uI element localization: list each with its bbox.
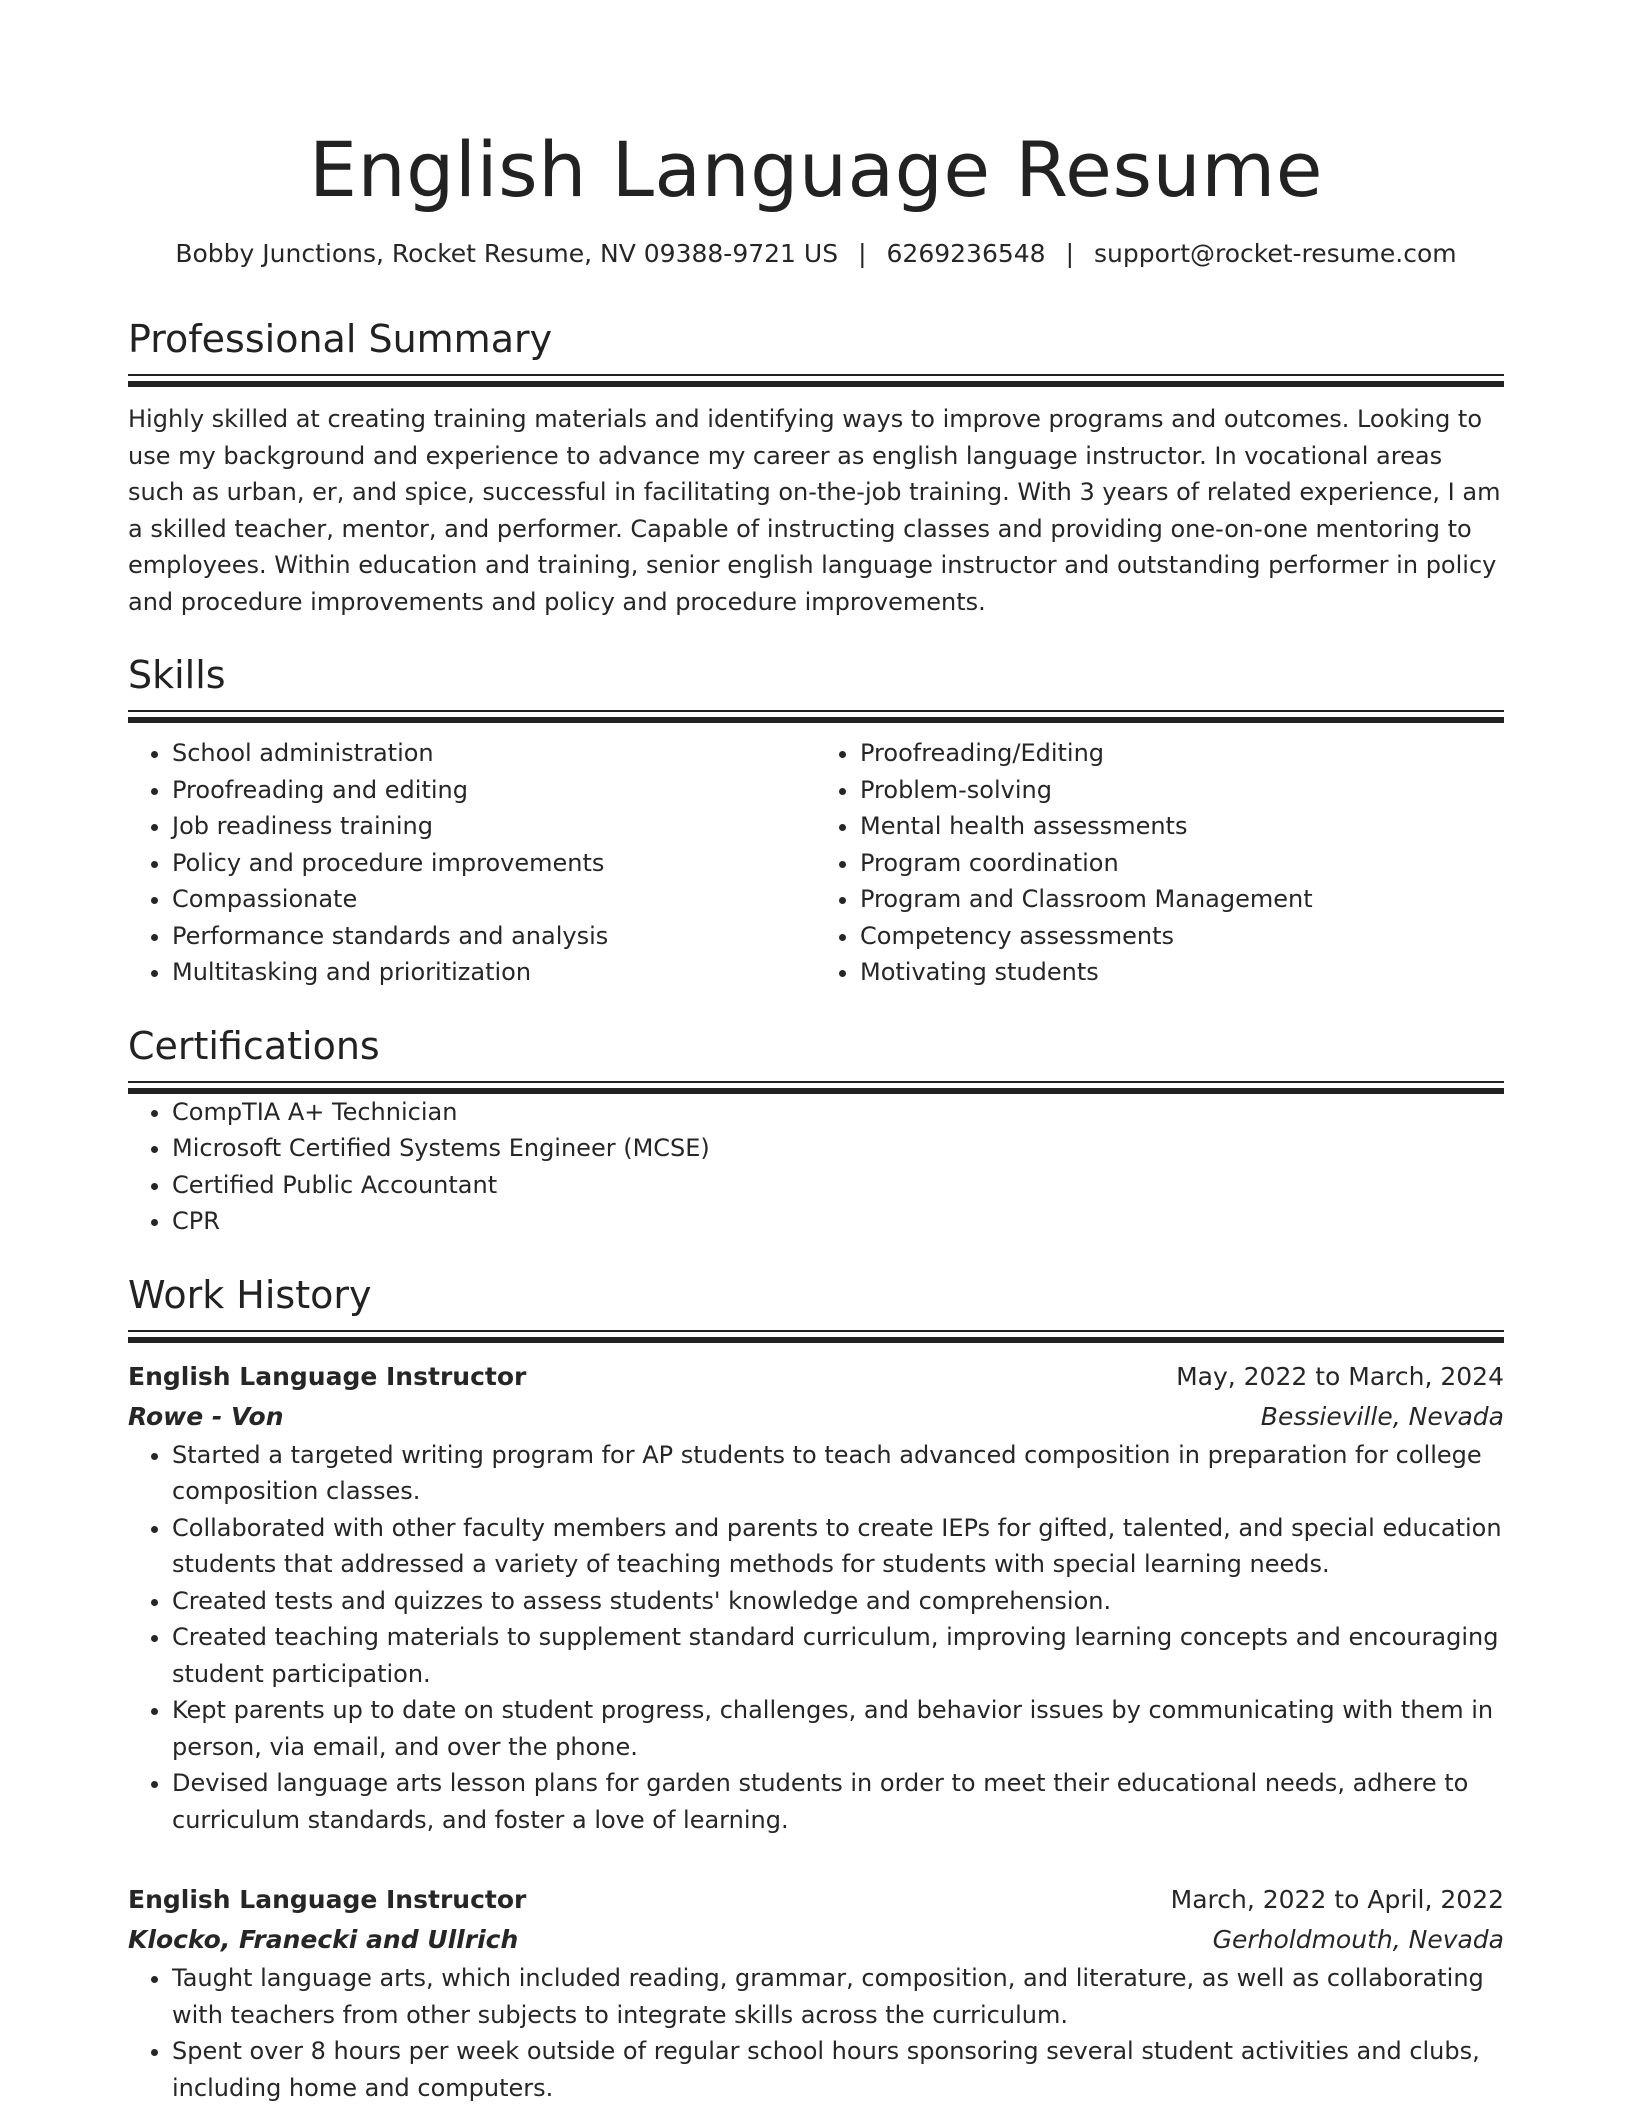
job-title: English Language Instructor [128,1361,527,1391]
job-bullet: • Kept parents up to date on student progress, challenges, and behavior issues by communicating with them in person, via email, and over the phone. [172,1692,1504,1765]
summary-heading: Professional Summary [128,317,553,361]
section-divider [128,710,1504,723]
certification-item: • CPR [172,1203,1504,1240]
skills-section [128,650,1504,991]
skill-item: • Policy and procedure improvements [172,845,816,882]
job-bullet: • Created tests and quizzes to assess students' knowledge and comprehension. [172,1583,1504,1620]
section-divider [128,1330,1504,1343]
job-location: Bessieville, Nevada [1260,1401,1504,1431]
contact-address: Bobby Junctions, Rocket Resume, NV 09388-9721 US [175,239,839,268]
job-header-row [128,1880,1504,1920]
job-bullet: • Started a targeted writing program for AP students to teach advanced composition in preparation for college composition classes. [172,1437,1504,1510]
certification-item: • Microsoft Certified Systems Engineer (MCSE) [172,1130,1504,1167]
contact-email[interactable]: support@rocket-resume.com [1094,239,1457,268]
job-company-row [128,1920,1504,1960]
summary-text: Highly skilled at creating training materials and identifying ways to improve programs and outcomes. Looking to use my background and experience to advance my career as english language instructor. In vocational areas such as urban, er, and spice, successful in facilitating on-the-job training. With 3 years of related experience, I am a skilled teacher, mentor, and performer. Capable of instructing classes and providing one-on-one mentoring to employees. Within education and training, senior english language instructor and outstanding performer in policy and procedure improvements and policy and procedure improvements. [128,405,1501,616]
job-dates: March, 2022 to April, 2022 [1170,1885,1504,1914]
skill-item: • Mental health assessments [860,808,1504,845]
contact-separator: | [858,239,867,268]
job-bullets [128,1437,1504,1839]
certifications-section [128,1021,1504,1240]
job-bullet: • Devised language arts lesson plans for garden students in order to meet their educational needs, adhere to curriculum standards, and foster a love of learning. [172,1765,1504,1838]
job-company: Klocko, Franecki and Ullrich [128,1925,519,1954]
skills-list-right [816,735,1504,991]
job-company: Rowe - Von [128,1401,284,1431]
section-divider [128,1081,1504,1094]
work-history-section [128,1270,1504,2107]
job-header-row [128,1357,1504,1397]
work-history-heading: Work History [128,1272,372,1317]
resume-page [128,0,1504,2106]
skill-item: • Program coordination [860,845,1504,882]
skill-item: • Problem-solving [860,772,1504,809]
job-bullet: • Taught language arts, which included reading, grammar, composition, and literature, as well as collaborating with teachers from other subjects to integrate skills across the curriculum. [172,1960,1504,2033]
contact-separator: | [1065,239,1075,268]
job-bullets [128,1960,1504,2106]
skill-item: • Competency assessments [860,918,1504,955]
certification-item: • Certified Public Accountant [172,1167,1504,1204]
job-dates: May, 2022 to March, 2024 [1176,1361,1504,1391]
job-entry [128,1357,1504,1839]
job-location: Gerholdmouth, Nevada [1212,1925,1504,1954]
job-bullet: • Created teaching materials to supplement standard curriculum, improving learning concepts and encouraging student participation. [172,1619,1504,1692]
resume-title: English Language Resume [308,125,1323,214]
skills-heading: Skills [128,653,226,697]
skill-item: • Program and Classroom Management [860,881,1504,918]
skill-item: • Compassionate [172,881,816,918]
skills-list-left [128,735,816,991]
skill-item: • Proofreading/Editing [860,735,1504,772]
skill-item: • Job readiness training [172,808,816,845]
job-title: English Language Instructor [128,1885,527,1914]
skill-item: • Multitasking and prioritization [172,954,816,991]
contact-line [128,236,1504,272]
skill-item: • School administration [172,735,816,772]
contact-phone: 6269236548 [886,239,1046,268]
job-bullet: • Collaborated with other faculty members and parents to create IEPs for gifted, talented, and special education students that addressed a variety of teaching methods for students with special learning needs. [172,1510,1504,1583]
skills-grid [128,735,1504,991]
section-divider [128,374,1504,387]
job-entry [128,1880,1504,2106]
skill-item: • Performance standards and analysis [172,918,816,955]
certifications-list [128,1094,1504,1240]
certifications-heading: Certifications [128,1023,380,1068]
certification-item: • CompTIA A+ Technician [172,1094,1504,1131]
summary-section [128,314,1504,620]
skill-item: • Proofreading and editing [172,772,816,809]
job-company-row [128,1397,1504,1437]
skill-item: • Motivating students [860,954,1504,991]
job-bullet: • Spent over 8 hours per week outside of regular school hours sponsoring several student activities and clubs, including home and computers. [172,2033,1504,2106]
